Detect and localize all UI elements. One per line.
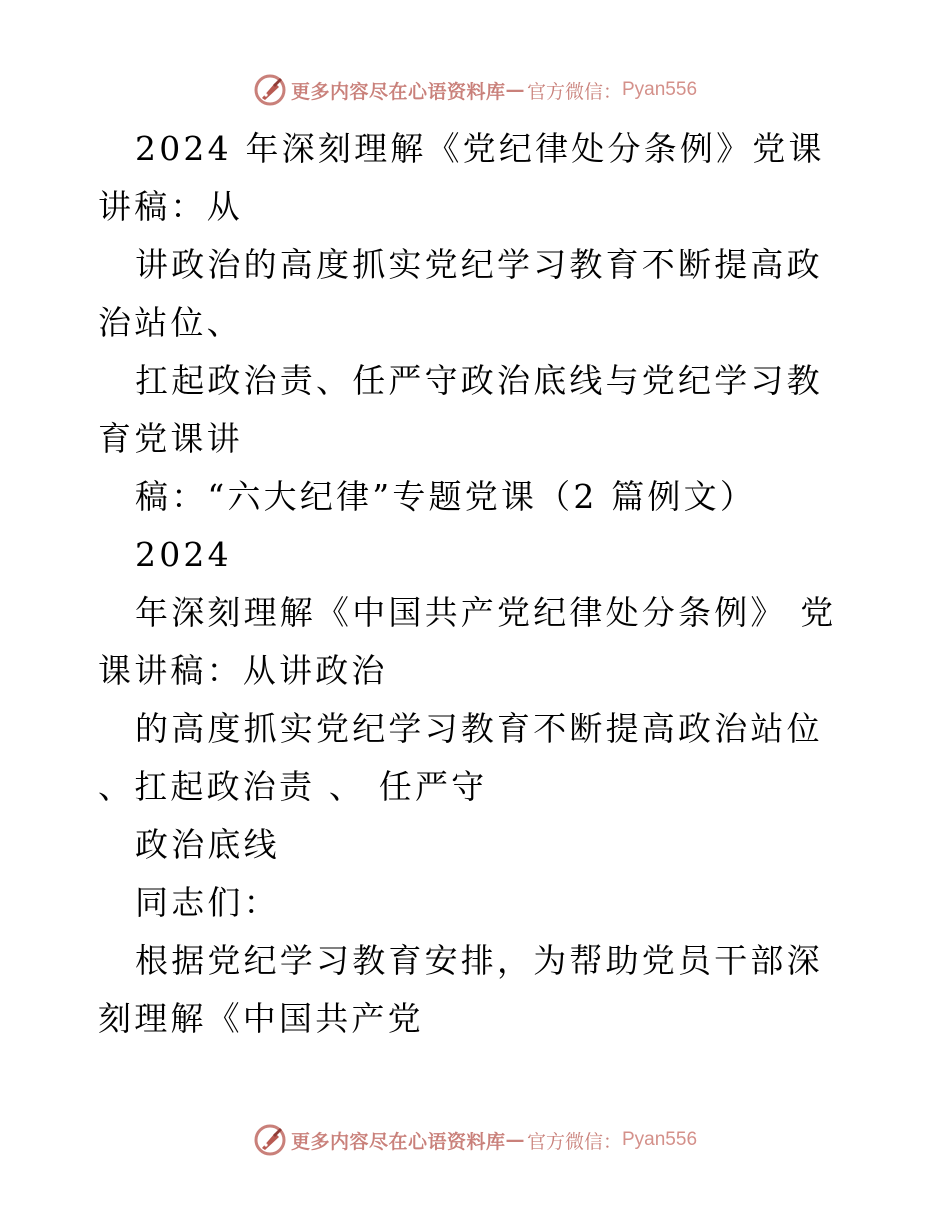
header-banner [0,70,950,110]
paragraph-subtitle-1: 年深刻理解《中国共产党纪律处分条例》 党课讲稿：从讲政治 [98,593,837,690]
paragraph-year: 2024 [135,535,232,574]
paragraph-title-line-4: 稿：“六大纪律”专题党课（2 篇例文） [135,477,757,516]
header-dash: — [505,79,525,101]
pen-nib-logo-icon [253,1123,287,1157]
header-brand-text: 更多内容尽在心语资料库 [290,80,506,103]
paragraph-salutation: 同志们： [135,883,280,922]
paragraph-title-line-2: 讲政治的高度抓实党纪学习教育不断提高政治站位、 [98,245,823,342]
document-body [98,120,858,1048]
header-wechat-label: 官方微信： [526,80,622,103]
paragraph-subtitle-2: 的高度抓实党纪学习教育不断提高政治站位 、扛起政治责 、 任严守 [98,709,837,806]
paragraph-subtitle-3: 政治底线 [135,825,280,864]
footer-banner [0,1120,950,1160]
footer-dash: — [505,1129,525,1151]
header-wechat-id: Pyan556 [622,79,698,100]
footer-brand-text: 更多内容尽在心语资料库 [290,1130,506,1153]
footer-wechat-id: Pyan556 [622,1129,698,1150]
paragraph-body-1: 根据党纪学习教育安排，为帮助党员干部深刻理解《中国共产党 [98,941,823,1038]
pen-nib-logo-icon [253,73,287,107]
footer-wechat-label: 官方微信： [526,1130,622,1153]
paragraph-title-line-1: 2024 年深刻理解《党纪律处分条例》党课讲稿：从 [98,129,825,226]
paragraph-title-line-3: 扛起政治责、任严守政治底线与党纪学习教育党课讲 [98,361,823,458]
